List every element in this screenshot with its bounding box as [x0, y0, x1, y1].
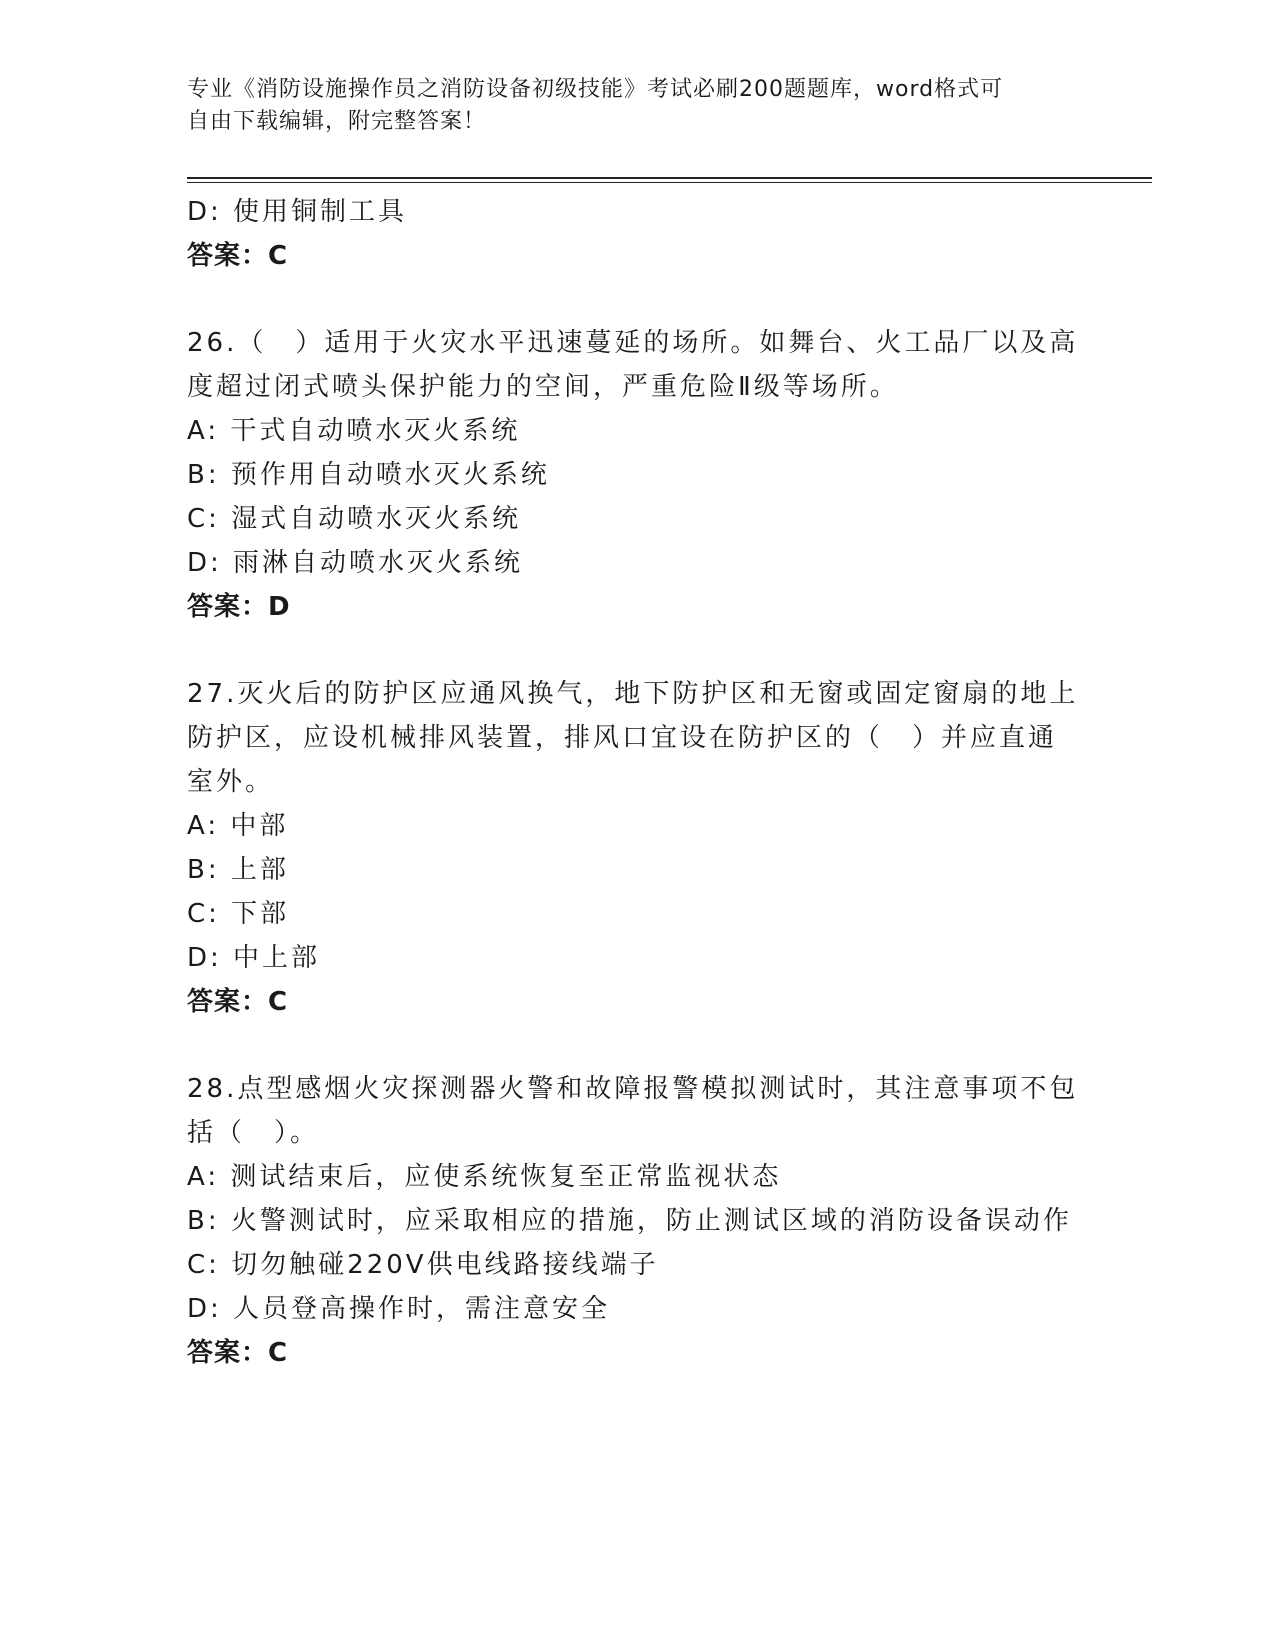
q27-answer: 答案：C — [187, 987, 289, 1017]
page-header — [187, 74, 1087, 138]
q27-option-c: C: 下部 — [187, 899, 290, 929]
header-line-2: 自由下载编辑，附完整答案！ — [187, 109, 487, 134]
q28-stem-line-2: 括（ ）。 — [187, 1118, 320, 1148]
q26-option-c: C: 湿式自动喷水灭火系统 — [187, 504, 522, 534]
q28-option-c: C: 切勿触碰220V供电线路接线端子 — [187, 1250, 659, 1280]
q28-stem-line-1: 28.点型感烟火灾探测器火警和故障报警模拟测试时，其注意事项不包 — [187, 1074, 1079, 1104]
q27-option-a: A: 中部 — [187, 811, 289, 841]
q27-stem-line-1: 27.灭火后的防护区应通风换气，地下防护区和无窗或固定窗扇的地上 — [187, 679, 1079, 709]
header-divider-thin — [187, 182, 1152, 183]
q26-stem-line-2: 度超过闭式喷头保护能力的空间，严重危险Ⅱ级等场所。 — [187, 372, 899, 402]
q28-option-a: A: 测试结束后，应使系统恢复至正常监视状态 — [187, 1162, 782, 1192]
q26-option-d: D: 雨淋自动喷水灭火系统 — [187, 548, 524, 578]
q27-stem-line-3: 室外。 — [187, 767, 275, 797]
prev-option-d: D: 使用铜制工具 — [187, 197, 408, 227]
q28-option-d: D: 人员登高操作时，需注意安全 — [187, 1294, 611, 1324]
q26-option-a: A: 干式自动喷水灭火系统 — [187, 416, 521, 446]
q28-option-b: B: 火警测试时，应采取相应的措施，防止测试区域的消防设备误动作 — [187, 1206, 1072, 1236]
q27-option-b: B: 上部 — [187, 855, 289, 885]
q26-option-b: B: 预作用自动喷水灭火系统 — [187, 460, 550, 490]
q26-answer: 答案：D — [187, 592, 291, 622]
q27-stem-line-2: 防护区，应设机械排风装置，排风口宜设在防护区的（ ）并应直通 — [187, 723, 1058, 753]
q27-option-d: D: 中上部 — [187, 943, 321, 973]
header-divider-thick — [187, 177, 1152, 179]
header-line-1: 专业《消防设施操作员之消防设备初级技能》考试必刷200题题库，word格式可 — [187, 77, 1004, 102]
prev-answer: 答案：C — [187, 241, 289, 271]
q26-stem-line-1: 26.（ ）适用于火灾水平迅速蔓延的场所。如舞台、火工品厂以及高 — [187, 328, 1079, 358]
q28-answer: 答案：C — [187, 1338, 289, 1368]
